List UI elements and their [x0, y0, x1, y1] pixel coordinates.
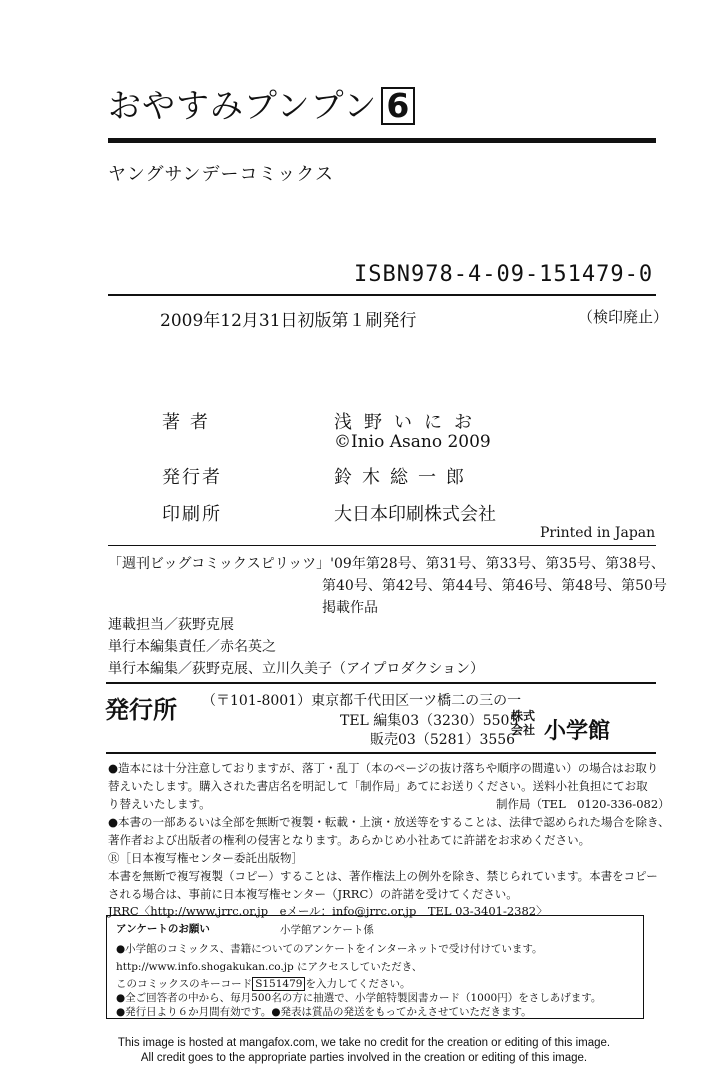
tel-editorial: TEL 編集03（3230）5505 [340, 713, 519, 729]
notice-line-9: される場合は、事前に日本複写権センター（JRRC）の許諾を受けてください。 [108, 887, 518, 901]
survey-line-4: ●全ご回答者の中から、毎月500名の方に抽選で、小学館特製図書カード（1000円）をさしあげます。 [116, 992, 602, 1004]
staff-line-2: 単行本編集責任／赤名英之 [108, 639, 276, 655]
company-name: 小学館 [544, 719, 611, 744]
survey-url-line: http://www.info.shogakukan.co.jp にアクセスしていただき、 [116, 961, 423, 973]
isbn-rule [108, 294, 656, 296]
survey-key-suffix: を入力してください。 [305, 978, 411, 990]
first-edition-date: 2009年12月31日初版第１刷発行 [160, 311, 417, 331]
isbn: ISBN978-4-09-151479-0 [354, 262, 654, 287]
book-title-text: おやすみプンプン [108, 86, 378, 125]
staff-line-1: 連載担当／荻野克展 [108, 617, 234, 633]
credits-rule [108, 545, 656, 546]
no-seal-note: （検印廃止） [578, 308, 669, 326]
publisher-office-label: 発行所 [105, 696, 177, 724]
publication-line-2: 第40号、第42号、第44号、第46号、第48号、第50号 [322, 578, 667, 594]
printer-label: 印刷所 [162, 504, 222, 525]
volume-number: 6 [381, 87, 415, 125]
survey-key-prefix: このコミックスのキーコード [116, 978, 253, 990]
notice-production-tel: 制作局（TEL 0120-336-082） [496, 797, 670, 811]
notice-line-10: JRRC〈http://www.jrrc.or.jp eメール：info@jrrc.or.jp TEL 03-3401-2382〉 [108, 904, 548, 918]
notice-line-5: ●本書の一部あるいは全部を無断で複製・転載・上演・放送等をすることは、法律で認められた場合を除き、 [108, 815, 670, 829]
tel-sales: 販売03（5281）3556 [370, 732, 516, 748]
hosting-credit-line-2: All credit goes to the appropriate parties involved in the creation or editing of this image. [140, 1052, 588, 1064]
survey-title: アンケートのお願い [116, 923, 210, 935]
survey-dept: 小学館アンケート係 [280, 924, 374, 936]
notice-line-1: ●造本には十分注意しておりますが、落丁・乱丁（本のページの抜け落ちや順序の間違い）の場合はお取り [108, 761, 659, 775]
hosting-credit-line-1: This image is hosted at mangafox.com, we take no credit for the creation or editing of this image. [117, 1037, 611, 1049]
book-title [108, 80, 415, 127]
notice-line-6: 著作者および出版者の権利の侵害となります。あらかじめ小社あてに許諾をお求めください。 [108, 833, 591, 847]
publisher-name: 鈴木総一郎 [334, 467, 474, 488]
publication-line-3: 掲載作品 [322, 600, 378, 616]
publication-line-1: 「週刊ビッグコミックスピリッツ」'09年第28号、第31号、第33号、第35号、第38号、 [108, 556, 665, 572]
staff-line-3: 単行本編集／荻野克展、立川久美子（アイプロダクション） [108, 661, 485, 677]
printed-in-japan: Printed in Japan [540, 525, 656, 541]
notice-line-7: Ⓡ［日本複写権センター委託出版物］ [108, 851, 304, 865]
survey-key-code: S151479 [252, 977, 305, 991]
author-label: 著者 [162, 412, 218, 433]
series-name: ヤングサンデーコミックス [108, 164, 335, 185]
notice-line-3: り替えいたします。 [108, 797, 211, 811]
survey-line-1: ●小学館のコミックス、書籍についてのアンケートをインターネットで受け付けています。 [116, 943, 543, 955]
kabushiki-kaisha [511, 709, 535, 737]
author-name: 浅野いにお [334, 412, 484, 433]
publisher-address: （〒101-8001）東京都千代田区一ツ橋二の三の一 [202, 693, 522, 709]
title-rule [108, 138, 656, 143]
publisher-label: 発行者 [162, 467, 222, 488]
kabushiki-line-2: 会社 [511, 723, 536, 737]
copyright: ©Inio Asano 2009 [334, 432, 491, 452]
survey-key-line [116, 976, 410, 991]
kabushiki-line-1: 株式 [511, 709, 536, 723]
publisher-rule [106, 752, 656, 754]
notice-line-2: 替えいたします。購入された書店名を明記して「制作局」あてにお送りください。送料小社負担にてお取 [108, 779, 648, 793]
notice-line-8: 本書を無断で複写複製（コピー）することは、著作権法上の例外を除き、禁じられています。本書をコピー [108, 869, 658, 883]
staff-rule [106, 682, 656, 684]
survey-line-5: ●発行日より６か月間有効です。●発表は賞品の発送をもってかえさせていただきます。 [116, 1006, 532, 1018]
printer-name: 大日本印刷株式会社 [334, 504, 496, 525]
